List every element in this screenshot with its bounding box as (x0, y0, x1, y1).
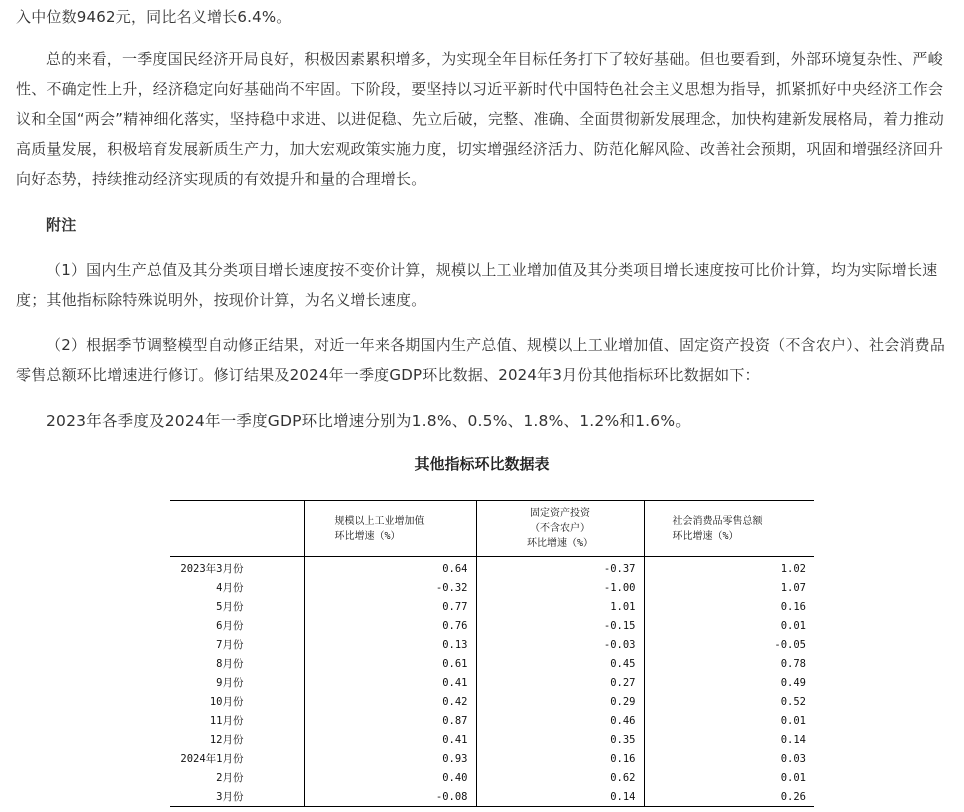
row-investment-value: -0.37 (476, 557, 644, 579)
row-retail-value: 1.07 (644, 579, 814, 598)
row-retail-value: 1.02 (644, 557, 814, 579)
notes-heading: 附注 (46, 216, 77, 234)
note-1-paragraph: （1）国内生产总值及其分类项目增长速度按不变价计算，规模以上工业增加值及其分类项目增长速度按可比价计算，均为实际增长速度；其他指标除特殊说明外，按现价计算，为名义增长速度。 (16, 261, 938, 309)
row-investment-value: 0.16 (476, 749, 644, 768)
row-retail-value: 0.52 (644, 693, 814, 712)
row-industry-value: 0.41 (304, 730, 476, 749)
row-month-cell: 2月份 (216, 771, 244, 784)
row-month-cell: 5月份 (216, 601, 244, 614)
row-month-cell: 4月份 (216, 582, 244, 595)
row-industry-value: 0.64 (304, 557, 476, 579)
row-retail-value: 0.78 (644, 655, 814, 674)
row-investment-value: -1.00 (476, 579, 644, 598)
row-investment-value: 0.35 (476, 730, 644, 749)
row-investment-value: 0.45 (476, 655, 644, 674)
header-industry (304, 501, 476, 557)
intro-paragraph: 入中位数9462元，同比名义增长6.4%。 (16, 8, 292, 26)
row-industry-value: 0.40 (304, 768, 476, 787)
row-industry-value: 0.77 (304, 598, 476, 617)
row-industry-value: 0.41 (304, 674, 476, 693)
row-retail-value: 0.01 (644, 617, 814, 636)
row-month-cell: 11月份 (209, 714, 244, 727)
table-row (170, 787, 814, 806)
header-industry-line-2: 环比增速（%） (334, 530, 401, 542)
row-industry-value: 0.13 (304, 636, 476, 655)
row-retail-value: 0.01 (644, 768, 814, 787)
row-investment-value: 0.27 (476, 674, 644, 693)
table-row (170, 557, 814, 579)
table-row (170, 749, 814, 768)
table-row (170, 598, 814, 617)
note-2-paragraph: （2）根据季节调整模型自动修正结果，对近一年来各期国内生产总值、规模以上工业增加值、固定资产投资（不含农户）、社会消费品零售总额环比增速进行修订。修订结果及2024年一季度GDP环比数据、2024年3月份其他指标环比数据如下： (16, 336, 946, 384)
row-investment-value: 1.01 (476, 598, 644, 617)
row-industry-value: -0.08 (304, 787, 476, 806)
row-month-cell: 6月份 (216, 620, 244, 633)
table-title: 其他指标环比数据表 (414, 455, 550, 473)
table-body (170, 557, 814, 807)
row-industry-value: 0.76 (304, 617, 476, 636)
row-industry-value: 0.42 (304, 693, 476, 712)
header-retail (644, 501, 814, 557)
row-month-cell: 10月份 (209, 696, 244, 709)
row-month-cell: 8月份 (216, 658, 244, 671)
row-retail-value: -0.05 (644, 636, 814, 655)
gdp-growth-paragraph: 2023年各季度及2024年一季度GDP环比增速分别为1.8%、0.5%、1.8%、1.2%和1.6%。 (46, 412, 691, 430)
row-industry-value: 0.93 (304, 749, 476, 768)
table-header-row (170, 501, 814, 557)
table-row (170, 674, 814, 693)
header-investment-line-3: 环比增速（%） (526, 538, 594, 549)
row-retail-value: 0.49 (644, 674, 814, 693)
header-investment-line-2: （不含农户） (530, 523, 590, 534)
header-month (170, 501, 304, 557)
row-investment-value: 0.62 (476, 768, 644, 787)
data-table-container (170, 500, 814, 807)
header-retail-line-1: 社会消费品零售总额 (672, 515, 763, 527)
row-month-cell: 3月份 (216, 790, 244, 803)
table-row (170, 636, 814, 655)
row-investment-value: 0.14 (476, 787, 644, 806)
row-retail-value: 0.03 (644, 749, 814, 768)
row-retail-value: 0.01 (644, 712, 814, 731)
row-month-cell: 7月份 (216, 639, 244, 652)
row-investment-value: -0.15 (476, 617, 644, 636)
table-row (170, 712, 814, 731)
header-retail-line-2: 环比增速（%） (672, 530, 739, 542)
row-month-cell: 2023年3月份 (180, 563, 244, 576)
row-month-cell: 2024年1月份 (180, 752, 244, 765)
row-month-cell: 9月份 (216, 677, 244, 690)
row-industry-value: -0.32 (304, 579, 476, 598)
header-investment (476, 501, 644, 557)
row-investment-value: 0.29 (476, 693, 644, 712)
row-investment-value: -0.03 (476, 636, 644, 655)
header-industry-line-1: 规模以上工业增加值 (334, 515, 425, 527)
row-industry-value: 0.61 (304, 655, 476, 674)
row-retail-value: 0.16 (644, 598, 814, 617)
table-row (170, 655, 814, 674)
table-row (170, 768, 814, 787)
data-table (170, 501, 814, 806)
table-row (170, 617, 814, 636)
row-retail-value: 0.14 (644, 730, 814, 749)
row-month-cell: 12月份 (209, 733, 244, 746)
row-retail-value: 0.26 (644, 787, 814, 806)
table-row (170, 730, 814, 749)
row-industry-value: 0.87 (304, 712, 476, 731)
header-investment-line-1: 固定资产投资 (530, 508, 590, 519)
table-row (170, 693, 814, 712)
table-row (170, 579, 814, 598)
summary-paragraph: 总的来看，一季度国民经济开局良好，积极因素累积增多，为实现全年目标任务打下了较好基础。但也要看到，外部环境复杂性、严峻性、不确定性上升，经济稳定向好基础尚不牢固。下阶段，要坚持以习近平新时代中国特色社会主义思想为指导，抓紧抓好中央经济工作会议和全国“两会”精神细化落实，坚持稳中求进、以进促稳、先立后破，完整、准确、全面贯彻新发展理念，加快构建新发展格局，着力推动高质量发展，积极培育发展新质生产力，加大宏观政策实施力度，切实增强经济活力、防范化解风险、改善社会预期，巩固和增强经济回升向好态势，持续推动经济实现质的有效提升和量的合理增长。 (16, 50, 944, 188)
row-investment-value: 0.46 (476, 712, 644, 731)
